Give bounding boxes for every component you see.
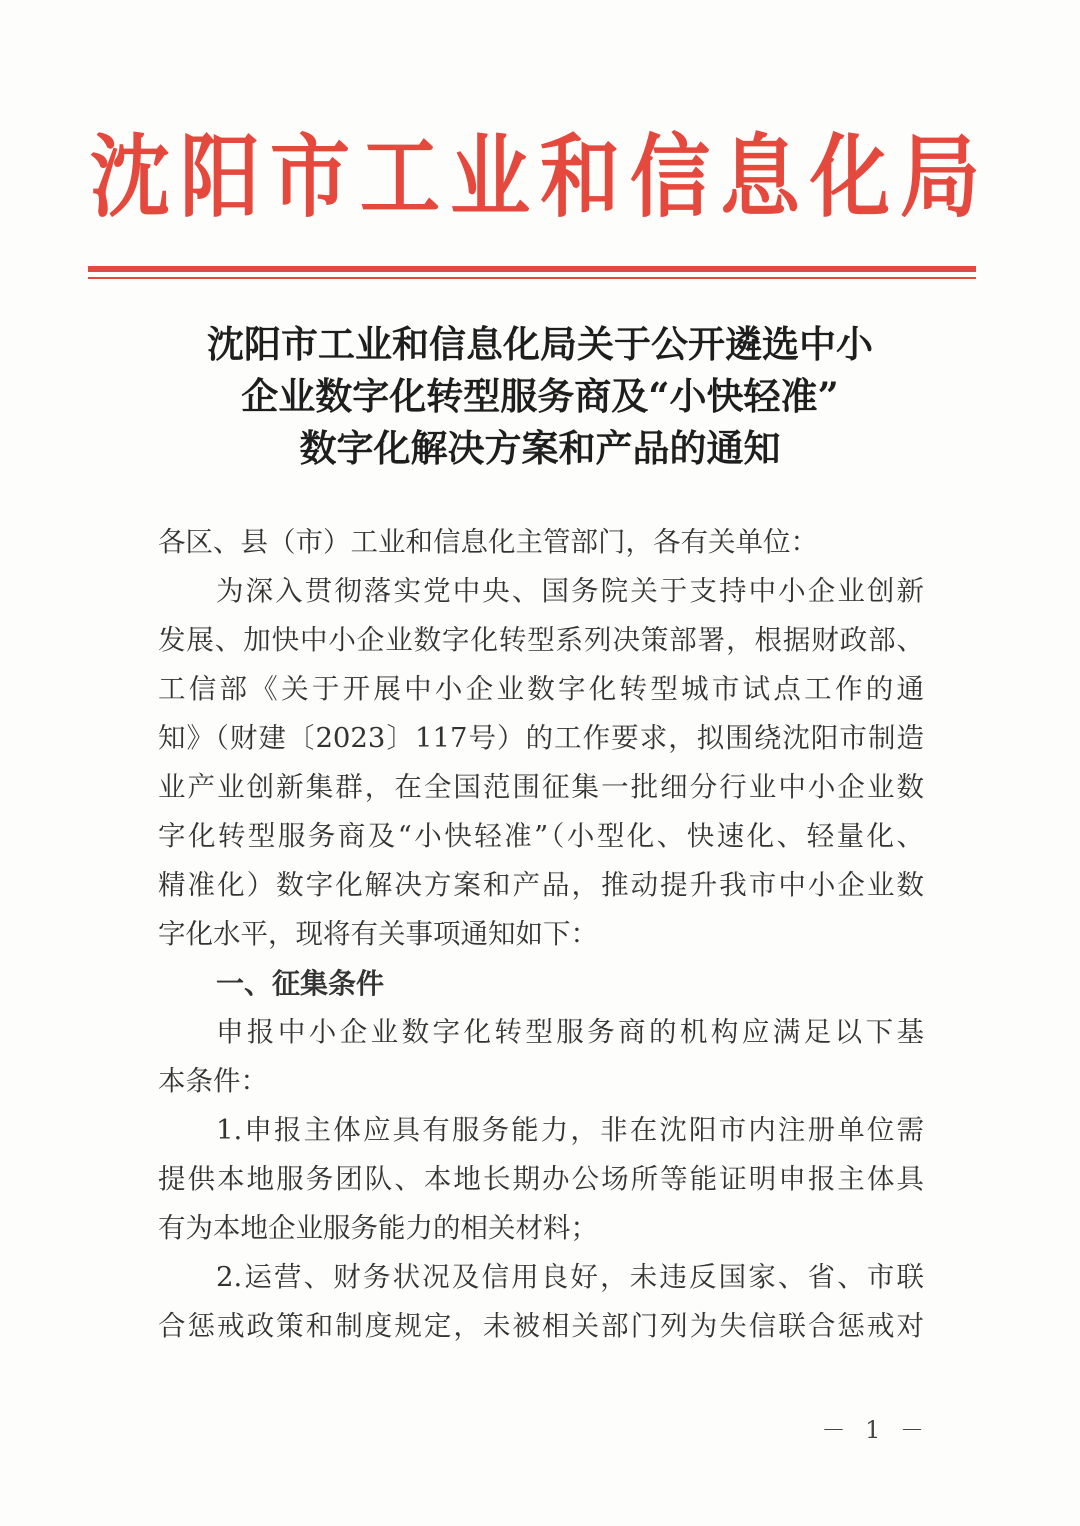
salutation: 各区、县（市）工业和信息化主管部门，各有关单位： [158,526,818,558]
paragraph-line: 有为本地企业服务能力的相关材料； [158,1212,598,1244]
paragraph-line: 业产业创新集群，在全国范围征集一批细分行业中小企业数 [158,771,924,803]
paragraph-line: 合惩戒政策和制度规定，未被相关部门列为失信联合惩戒对 [158,1310,924,1342]
condition-item-1 [158,1106,924,1253]
paragraph-line: 字化水平，现将有关事项通知如下： [158,918,598,950]
title-line: 沈阳市工业和信息化局关于公开遴选中小 [207,322,873,366]
section-heading: 一、征集条件 [216,967,385,1000]
paragraph-line: 本条件： [158,1065,268,1097]
paragraph-line: 精准化）数字化解决方案和产品，推动提升我市中小企业数 [158,869,924,901]
paragraph-line: 字化转型服务商及“小快轻准”（小型化、快速化、轻量化、 [158,820,924,852]
masthead-title: 沈阳市工业和信息化局 [90,125,990,230]
paragraph-line: 工信部《关于开展中小企业数字化转型城市试点工作的通 [158,673,924,705]
paragraph-conditions [158,1008,924,1106]
paragraph-line: 提供本地服务团队、本地长期办公场所等能证明申报主体具 [158,1163,924,1195]
paragraph-intro [158,567,924,959]
document-body [158,518,924,1351]
masthead-rule-thin [88,277,976,279]
paragraph-line: 知》（财建〔2023〕117号）的工作要求，拟围绕沈阳市制造 [158,722,924,754]
title-line: 数字化解决方案和产品的通知 [299,426,781,470]
paragraph-line: 申报中小企业数字化转型服务商的机构应满足以下基 [216,1016,924,1048]
paragraph-line: 2.运营、财务状况及信用良好，未违反国家、省、市联 [216,1261,924,1293]
paragraph-line: 为深入贯彻落实党中央、国务院关于支持中小企业创新 [216,575,924,607]
paragraph-line: 1.申报主体应具有服务能力，非在沈阳市内注册单位需 [216,1114,924,1146]
paragraph-line: 发展、加快中小企业数字化转型系列决策部署，根据财政部、 [158,624,924,656]
document-title [110,318,970,474]
title-line: 企业数字化转型服务商及“小快轻准” [241,374,839,418]
masthead-rule-thick [88,266,976,272]
condition-item-2 [158,1253,924,1351]
page-number: － 1 － [821,1416,930,1444]
